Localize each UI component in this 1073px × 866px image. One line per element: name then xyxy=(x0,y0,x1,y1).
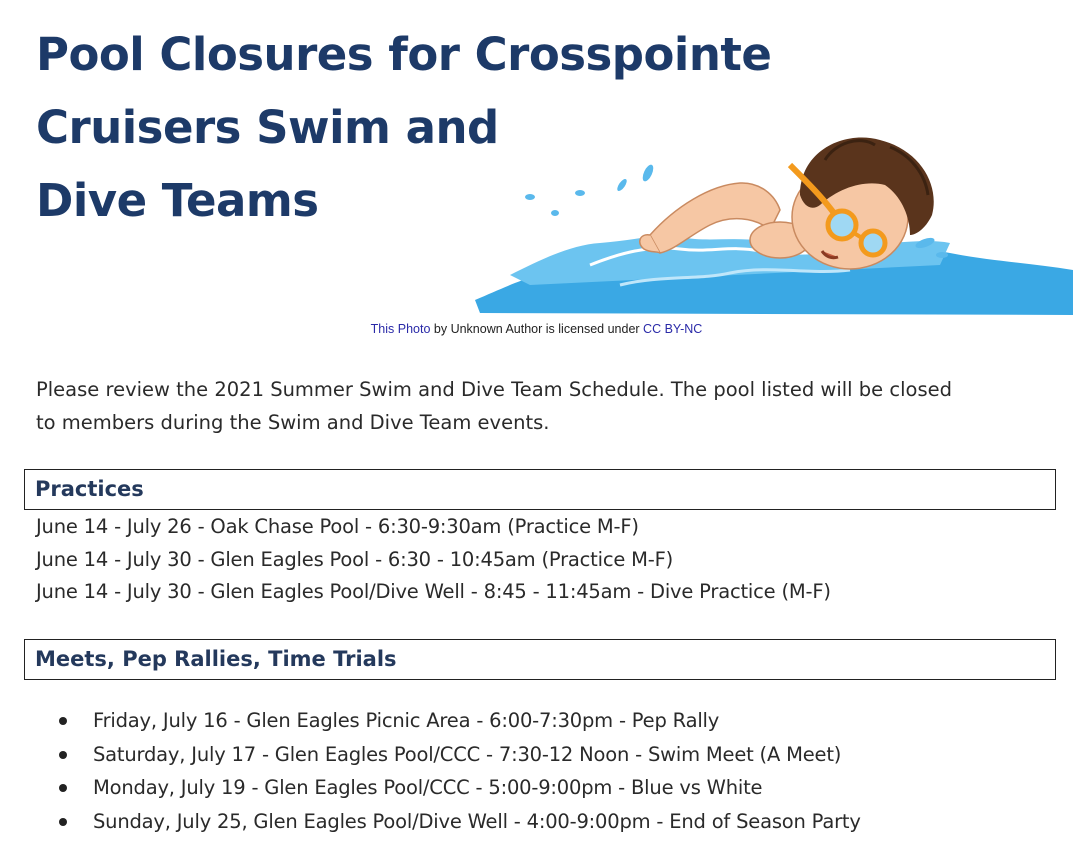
title-line-2: Cruisers Swim and xyxy=(36,101,499,154)
practices-heading: Practices xyxy=(24,469,1056,510)
list-item: June 14 - July 30 - Glen Eagles Pool - 6:30 - 10:45am (Practice M-F) xyxy=(36,547,674,571)
list-item: June 14 - July 30 - Glen Eagles Pool/Dive Well - 8:45 - 11:45am - Dive Practice (M-F) xyxy=(36,580,831,603)
list-item-text: Saturday, July 17 - Glen Eagles Pool/CCC - 7:30-12 Noon - Swim Meet (A Meet) xyxy=(93,742,842,766)
intro-line-1: Please review the 2021 Summer Swim and Dive Team Schedule. The pool listed will be closed xyxy=(36,378,952,401)
meets-list xyxy=(56,704,1066,838)
photo-credit xyxy=(0,322,1073,336)
bullet-icon xyxy=(59,751,67,759)
credit-text: by Unknown Author is licensed under xyxy=(430,322,644,336)
title-line-1: Pool Closures for Crosspointe xyxy=(36,28,772,81)
intro-line-2: to members during the Swim and Dive Team events. xyxy=(36,411,550,434)
practices-list xyxy=(36,511,1056,609)
list-item-text: Sunday, July 25, Glen Eagles Pool/Dive Well - 4:00-9:00pm - End of Season Party xyxy=(93,809,861,833)
swimming-boy-illustration xyxy=(470,125,1073,320)
list-item-text: Friday, July 16 - Glen Eagles Picnic Area - 6:00-7:30pm - Pep Rally xyxy=(93,709,720,732)
list-item-text: Monday, July 19 - Glen Eagles Pool/CCC - 5:00-9:00pm - Blue vs White xyxy=(93,776,763,799)
bullet-icon xyxy=(59,784,67,792)
meets-heading: Meets, Pep Rallies, Time Trials xyxy=(24,639,1056,680)
list-item xyxy=(56,805,1066,839)
list-item xyxy=(56,771,1066,805)
list-item xyxy=(56,738,1066,772)
bullet-icon xyxy=(59,818,67,826)
license-link[interactable]: CC BY-NC xyxy=(643,322,703,336)
photo-link[interactable]: This Photo xyxy=(370,322,431,336)
list-item: June 14 - July 26 - Oak Chase Pool - 6:30-9:30am (Practice M-F) xyxy=(36,515,639,538)
bullet-icon xyxy=(59,717,67,725)
title-line-3: Dive Teams xyxy=(36,174,319,227)
list-item xyxy=(56,704,1066,738)
intro-paragraph xyxy=(36,373,1056,439)
